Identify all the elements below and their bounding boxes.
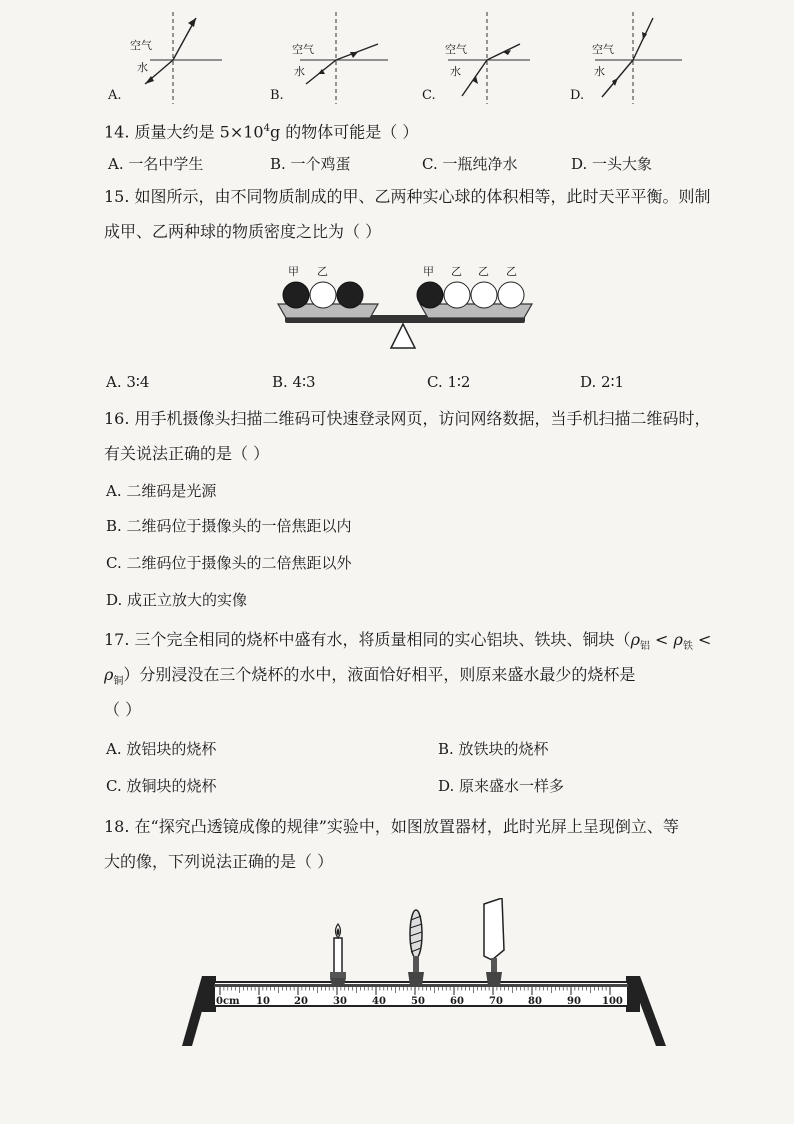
scale-label-20: 20	[294, 996, 308, 1007]
question-18-line-2: 大的像，下列说法正确的是（ ）	[104, 852, 334, 871]
q15-option-c[interactable]: C. 1∶2	[427, 373, 471, 391]
ball-label-left-1: 甲	[288, 265, 299, 278]
option-letter-d: D.	[570, 88, 585, 103]
q16-option-a[interactable]: A. 二维码是光源	[106, 482, 217, 500]
ball-label-right-1: 甲	[423, 265, 434, 278]
question-17-line-1	[104, 630, 711, 657]
q14-option-d[interactable]: D. 一头大象	[571, 155, 653, 173]
balance-figure	[270, 262, 540, 356]
stem-text: 在“探究凸透镜成像的规律”实验中，如图放置器材，此时光屏上呈现倒立、等	[134, 817, 679, 836]
exponent: 4	[263, 123, 270, 134]
air-label-d: 空气	[592, 43, 614, 56]
option-letter-c: C.	[422, 88, 436, 103]
scale-labels	[180, 898, 670, 1048]
question-16-line-1	[104, 409, 711, 429]
water-label-c: 水	[450, 65, 461, 78]
scale-label-50: 50	[411, 996, 425, 1007]
air-label-a: 空气	[130, 39, 152, 52]
less-than-2: <	[692, 630, 712, 649]
water-label-a: 水	[137, 61, 148, 74]
q15-option-d[interactable]: D. 2∶1	[580, 373, 625, 391]
scale-label-30: 30	[333, 996, 347, 1007]
q14-option-a[interactable]: A. 一名中学生	[108, 155, 204, 173]
question-17-line-3: （ ）	[104, 700, 142, 719]
q16-option-b[interactable]: B. 二维码位于摄像头的一倍焦距以内	[106, 517, 352, 535]
q14-option-c[interactable]: C. 一瓶纯净水	[422, 155, 518, 173]
question-number: 16.	[104, 409, 130, 428]
density-aluminum: $\rho_铝$	[630, 630, 650, 653]
question-number: 17.	[104, 630, 130, 649]
diagram-d	[595, 12, 682, 104]
water-label-d: 水	[594, 65, 605, 78]
less-than-1: <	[649, 630, 674, 649]
scale-label-70: 70	[489, 996, 503, 1007]
question-number: 14.	[104, 122, 130, 142]
scale-label-10: 10	[256, 996, 270, 1007]
stem-text: 三个完全相同的烧杯中盛有水，将质量相同的实心铝块、铁块、铜块（	[134, 630, 631, 649]
stem-text-end: g 的物体可能是（ ）	[269, 122, 419, 142]
question-number: 18.	[104, 817, 130, 836]
question-17-line-2	[104, 665, 635, 692]
ball-label-right-4: 乙	[506, 265, 517, 278]
q17-option-a[interactable]: A. 放铝块的烧杯	[106, 740, 217, 758]
question-15-line-2: 成甲、乙两种球的物质密度之比为（ ）	[104, 222, 382, 241]
scale-label-90: 90	[567, 996, 581, 1007]
diagram-a	[145, 12, 222, 104]
q15-option-b[interactable]: B. 4∶3	[272, 373, 316, 391]
air-label-b: 空气	[292, 43, 314, 56]
q17-option-d[interactable]: D. 原来盛水一样多	[438, 777, 565, 795]
diagram-b	[300, 12, 388, 104]
water-label-b: 水	[294, 65, 305, 78]
density-iron: $\rho_铁$	[673, 630, 693, 653]
q16-option-d[interactable]: D. 成正立放大的实像	[106, 591, 248, 609]
scale-label-100: 100	[602, 996, 623, 1007]
question-14-stem	[104, 119, 418, 142]
option-letter-b: B.	[270, 88, 284, 103]
scale-label-0: 0cm	[216, 996, 240, 1007]
diagram-c	[448, 12, 530, 104]
q17-option-c[interactable]: C. 放铜块的烧杯	[106, 777, 217, 795]
stem-text: ）分别浸没在三个烧杯的水中，液面恰好相平，则原来盛水最少的烧杯是	[123, 665, 636, 684]
air-label-c: 空气	[445, 43, 467, 56]
q15-option-a[interactable]: A. 3∶4	[106, 373, 150, 391]
stem-text: 用手机摄像头扫描二维码可快速登录网页，访问网络数据，当手机扫描二维码时，	[134, 409, 711, 428]
question-16-line-2: 有关说法正确的是（ ）	[104, 444, 270, 463]
ball-label-right-3: 乙	[478, 265, 489, 278]
scale-label-40: 40	[372, 996, 386, 1007]
ball-label-right-2: 乙	[451, 265, 462, 278]
stem-text: 如图所示，由不同物质制成的甲、乙两种实心球的体积相等，此时天平平衡。则制	[134, 187, 711, 206]
q16-option-c[interactable]: C. 二维码位于摄像头的二倍焦距以外	[106, 554, 352, 572]
density-copper: $\rho_铜$	[104, 665, 124, 688]
q17-option-b[interactable]: B. 放铁块的烧杯	[438, 740, 549, 758]
scale-label-80: 80	[528, 996, 542, 1007]
option-letter-a: A.	[108, 88, 122, 103]
ball-label-left-2: 乙	[317, 265, 328, 278]
stem-text: 质量大约是 5×10	[134, 122, 264, 142]
question-number: 15.	[104, 187, 130, 206]
q14-option-b[interactable]: B. 一个鸡蛋	[270, 155, 351, 173]
question-15-line-1	[104, 187, 711, 207]
question-18-line-1	[104, 817, 679, 837]
scale-label-60: 60	[450, 996, 464, 1007]
